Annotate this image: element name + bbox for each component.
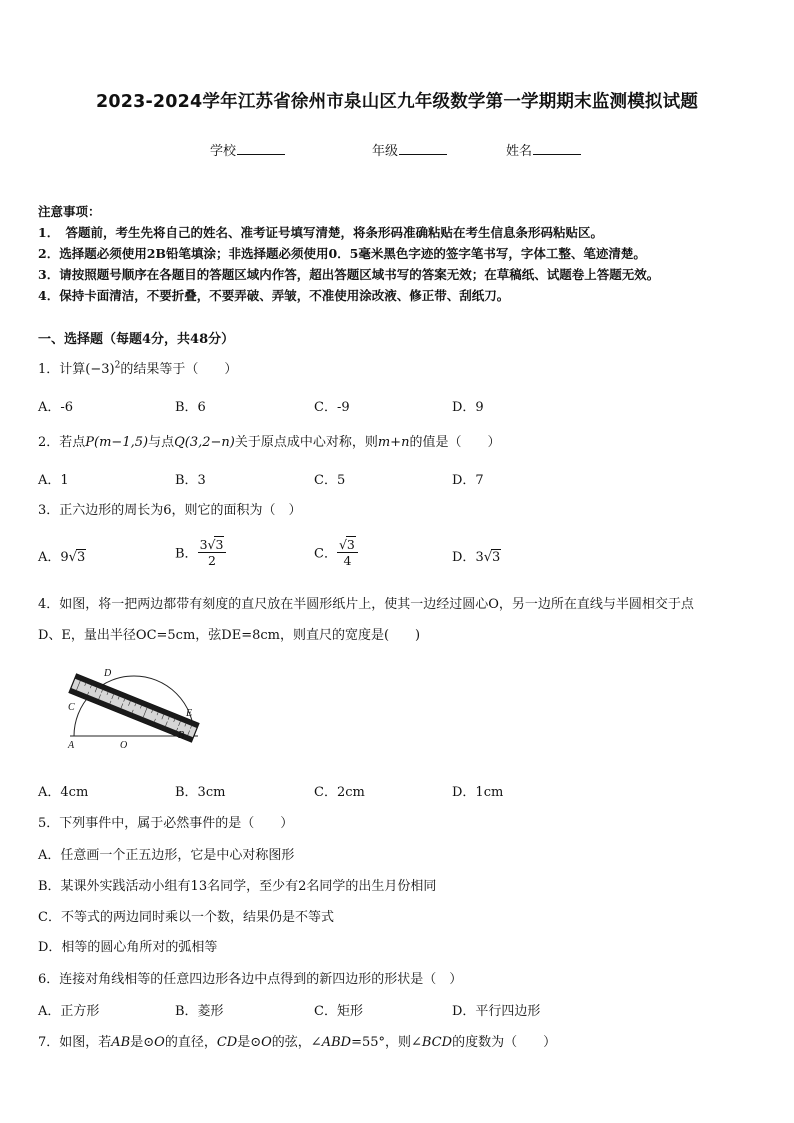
label-e: E — [186, 708, 193, 719]
q1-option-b: B．6 — [175, 400, 206, 415]
q6-option-c: C．矩形 — [314, 1004, 363, 1019]
notice-item-1: 1． 答题前，考生先将自己的姓名、准考证号填写清楚，将条形码准确粘贴在考生信息条形码粘贴区。 — [38, 225, 603, 240]
question-1 — [38, 358, 237, 377]
q4-option-a: A．4cm — [38, 785, 89, 800]
q3-c-denominator: 4 — [343, 553, 352, 568]
school-field — [210, 140, 285, 159]
q7-o1: O — [154, 1035, 165, 1050]
school-blank — [237, 142, 285, 155]
q3-b-radicand: 3 — [215, 537, 224, 552]
q3-c-radicand: 3 — [346, 537, 355, 552]
ruler-semicircle-figure — [62, 662, 202, 754]
q7-t5: =55°，则∠ — [351, 1035, 422, 1050]
q3-b-denominator: 2 — [208, 553, 216, 568]
question-4-line-2: D、E，量出半径OC=5cm，弦DE=8cm，则直尺的宽度是( ) — [38, 628, 421, 643]
label-o: O — [120, 740, 128, 751]
q4-option-c: C．2cm — [314, 785, 365, 800]
q3-d-coef: 3 — [475, 550, 484, 565]
q7-t6: 的度数为（ ） — [452, 1035, 557, 1050]
question-3: 3．正六边形的周长为6，则它的面积为（ ） — [38, 503, 302, 518]
q3-b-num-coef: 3 — [199, 537, 208, 552]
notice-heading: 注意事项： — [38, 204, 101, 219]
q7-bcd: BCD — [421, 1035, 453, 1050]
q3-a-radicand: 3 — [76, 550, 86, 565]
school-label: 学校 — [210, 144, 237, 159]
q1-suffix: 的结果等于（ ） — [120, 362, 238, 377]
notice-item-4: 4．保持卡面清洁，不要折叠，不要弄破、弄皱，不准使用涂改液、修正带、刮纸刀。 — [38, 288, 510, 303]
q2-point-q: Q(3,2−n) — [174, 435, 235, 450]
q3-b-fraction — [198, 536, 227, 568]
q7-o2: O — [261, 1035, 272, 1050]
q4-option-b: B．3cm — [175, 785, 226, 800]
q3-b-label: B． — [175, 546, 198, 562]
q7-t4: 的弦，∠ — [271, 1035, 322, 1050]
q4-option-d: D．1cm — [452, 785, 504, 800]
q3-b-numerator: 3√3 — [198, 536, 227, 553]
q1-expression: (−3) — [85, 362, 115, 377]
notice-item-2: 2．选择题必须使用2B铅笔填涂；非选择题必须使用0．5毫米黑色字迹的签字笔书写，字体工整、笔迹清楚。 — [38, 246, 646, 261]
q3-d-label: D． — [452, 550, 476, 565]
label-a: A — [68, 740, 75, 751]
q2-mid2: 关于原点成中心对称，则 — [234, 435, 378, 450]
q7-t2: 的直径， — [164, 1035, 217, 1050]
notice-item-3: 3．请按照题号顺序在各题目的答题区域内作答，超出答题区域书写的答案无效；在草稿纸、试题卷上答题无效。 — [38, 267, 660, 282]
q7-t1: 是⊙ — [130, 1035, 155, 1050]
q7-cd: CD — [216, 1035, 238, 1050]
grade-field — [372, 140, 447, 159]
q1-option-d: D．9 — [452, 400, 484, 415]
q1-option-c: C．-9 — [314, 400, 350, 415]
question-2 — [38, 431, 500, 450]
q5-option-c: C．不等式的两边同时乘以一个数，结果仍是不等式 — [38, 910, 334, 925]
q7-ab: AB — [111, 1035, 131, 1050]
q3-c-numerator: √3 — [337, 536, 358, 553]
question-5: 5．下列事件中，属于必然事件的是（ ） — [38, 816, 294, 831]
question-7 — [38, 1031, 556, 1050]
q5-option-a: A．任意画一个正五边形，它是中心对称图形 — [38, 848, 295, 863]
section-heading: 一、选择题（每题4分，共48分） — [38, 332, 235, 347]
q3-a-label: A． — [38, 550, 61, 565]
q3-option-a: A．9√3 — [38, 550, 86, 565]
grade-label: 年级 — [372, 144, 399, 159]
q1-option-a: A．-6 — [38, 400, 74, 415]
q2-point-p: P(m−1,5) — [85, 435, 149, 450]
label-b: B — [178, 730, 185, 741]
q2-option-a: A．1 — [38, 473, 69, 488]
q5-option-b: B．某课外实践活动小组有13名同学，至少有2名同学的出生月份相同 — [38, 879, 437, 894]
q2-option-c: C．5 — [314, 473, 346, 488]
q3-d-radicand: 3 — [492, 550, 501, 565]
q3-c-label: C． — [314, 546, 337, 562]
label-d: D — [104, 668, 112, 679]
q2-option-b: B．3 — [175, 473, 206, 488]
name-label: 姓名 — [506, 144, 533, 159]
q3-option-b — [175, 536, 226, 568]
q7-prefix: 7．如图，若 — [38, 1035, 112, 1050]
name-blank — [533, 142, 581, 155]
q6-option-b: B．菱形 — [175, 1004, 224, 1019]
question-4-line-1: 4．如图，将一把两边都带有刻度的直尺放在半圆形纸片上，使其一边经过圆心O，另一边所在直线与半圆相交于点 — [38, 597, 694, 612]
q3-option-d: D．3√3 — [452, 550, 501, 565]
q1-exponent: 2 — [114, 360, 121, 371]
page-title: 2023-2024学年江苏省徐州市泉山区九年级数学第一学期期末监测模拟试题 — [95, 92, 699, 112]
q6-option-a: A．正方形 — [38, 1004, 100, 1019]
q2-sum: m+n — [377, 435, 410, 450]
q6-option-d: D．平行四边形 — [452, 1004, 541, 1019]
label-c: C — [68, 702, 75, 713]
q2-prefix: 2．若点 — [38, 435, 86, 450]
q3-c-fraction — [337, 536, 358, 568]
q7-abd: ABD — [321, 1035, 352, 1050]
grade-blank — [399, 142, 447, 155]
q1-prefix: 1．计算 — [38, 362, 86, 377]
q2-option-d: D．7 — [452, 473, 484, 488]
q2-mid: 与点 — [148, 435, 175, 450]
q7-t3: 是⊙ — [237, 1035, 262, 1050]
q3-option-c — [314, 536, 358, 568]
q3-a-coef: 9 — [60, 550, 69, 565]
name-field — [506, 140, 581, 159]
question-6: 6．连接对角线相等的任意四边形各边中点得到的新四边形的形状是（ ） — [38, 972, 463, 987]
q5-option-d: D．相等的圆心角所对的弧相等 — [38, 940, 218, 955]
q2-suffix: 的值是（ ） — [409, 435, 501, 450]
